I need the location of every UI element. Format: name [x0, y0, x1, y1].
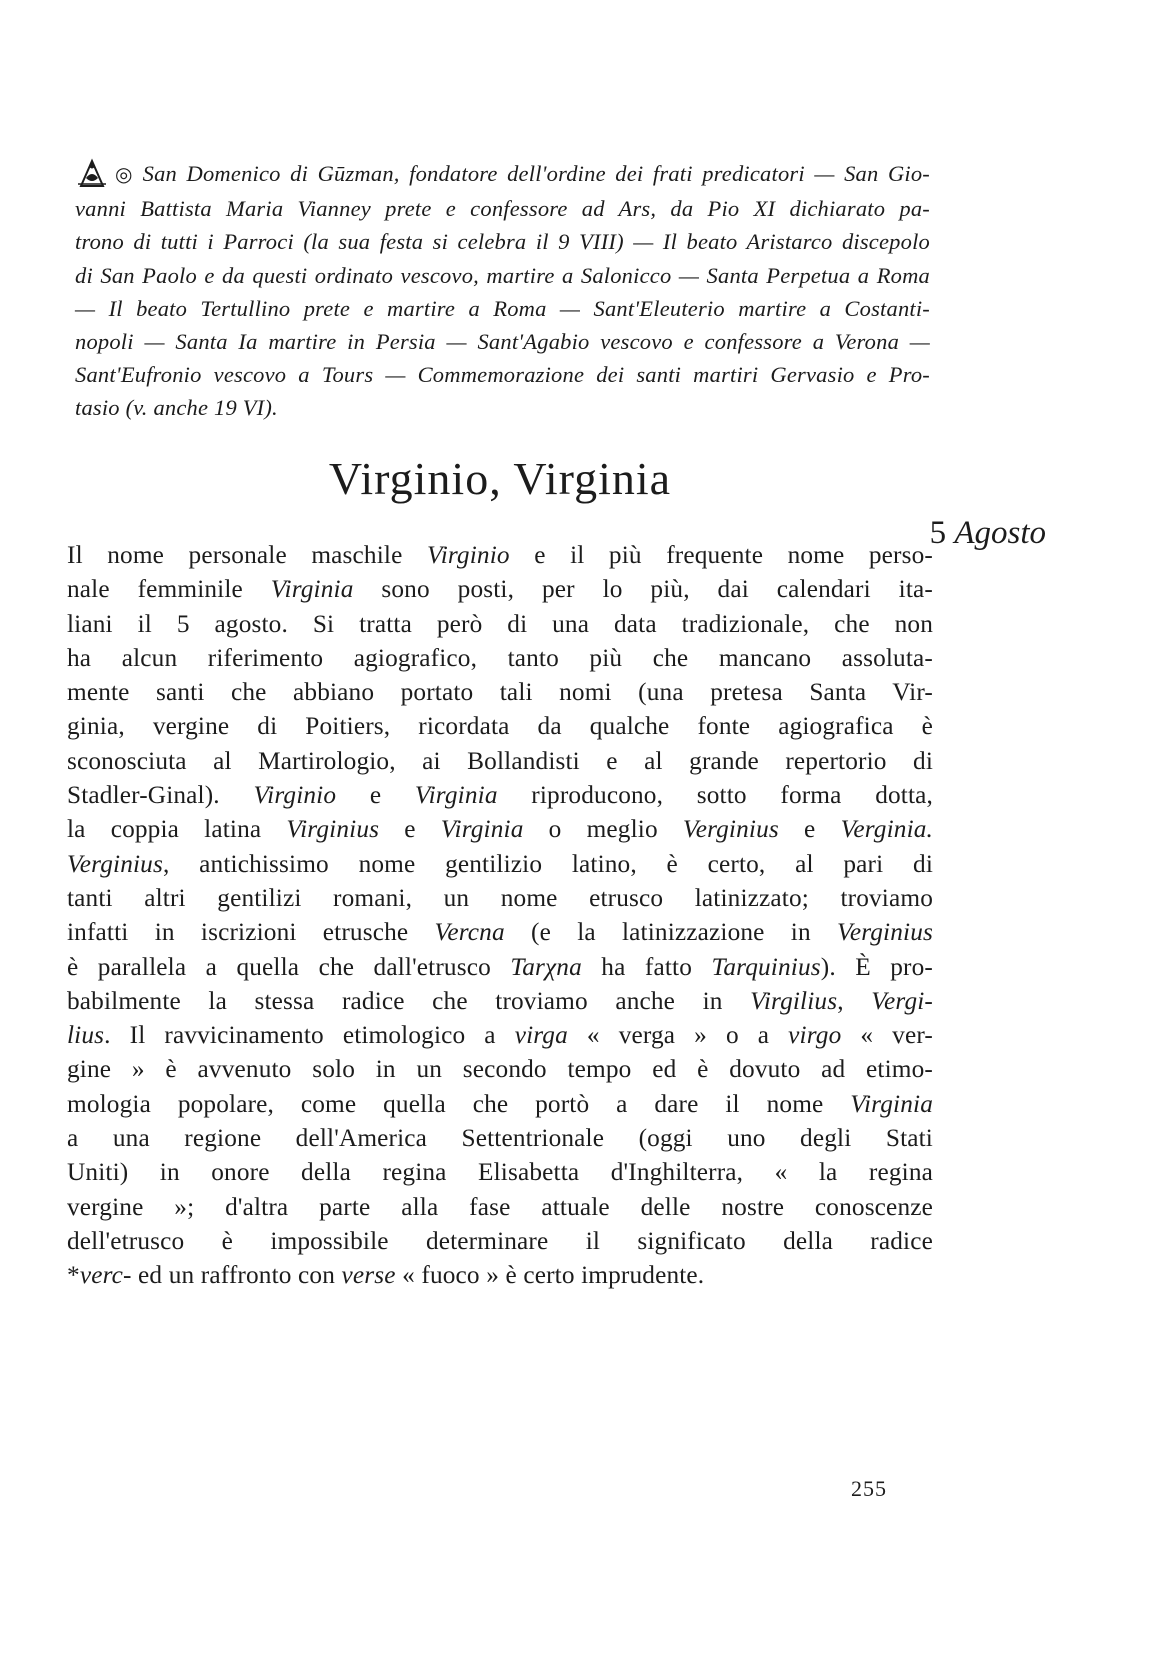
saints-line: Sant'Eufronio vescovo a Tours — Commemorazione dei santi martiri Gervasio e Pro- [75, 362, 930, 388]
saints-line: vanni Battista Maria Vianney prete e confessore ad Ars, da Pio XI dichiarato pa- [75, 196, 930, 222]
body-line: liani il 5 agosto. Si tratta però di una data tradizionale, che non [67, 609, 933, 638]
italic-term: virga [514, 1021, 568, 1050]
body-line: Verginius, antichissimo nome gentilizio latino, è certo, al pari di [67, 849, 933, 878]
italic-term: Virginia [850, 1089, 933, 1118]
italic-term: Tarquinius [711, 952, 821, 981]
body-line: Uniti) in onore della regina Elisabetta d'Inghilterra, « la regina [67, 1158, 933, 1187]
saints-line: trono di tutti i Parroci (la sua festa si celebra il 9 VIII) — Il beato Aristarco discepolo [75, 229, 930, 255]
body-line: mologia popolare, come quella che portò a dare il nome Virginia [67, 1089, 933, 1118]
body-line: vergine »; d'altra parte alla fase attuale delle nostre conoscenze [67, 1192, 933, 1221]
italic-term: Virginio [253, 781, 337, 810]
body-line: babilmente la stessa radice che troviamo anche in Virgilius, Vergi- [67, 986, 934, 1015]
italic-term: Tarχna [510, 952, 582, 981]
body-line: lius. Il ravvicinamento etimologico a virga « verga » o a virgo « ver- [67, 1021, 933, 1050]
italic-term: verc- [79, 1261, 132, 1290]
italic-term: virgo [788, 1021, 842, 1050]
italic-term: Virginia [270, 575, 354, 604]
body-line: è parallela a quella che dall'etrusco Tarχna ha fatto Tarquinius). È pro- [67, 952, 933, 981]
entry-body [67, 538, 933, 1293]
body-line: Il nome personale maschile Virginio e il più frequente nome perso- [67, 541, 933, 569]
page-number: 255 [851, 1476, 887, 1501]
saints-list [75, 157, 930, 425]
italic-term: Virginia [414, 781, 498, 810]
body-line: la coppia latina Virginius e Virginia o meglio Verginius e Verginia. [67, 815, 934, 844]
feast-bullet-icon: ◎ [115, 164, 133, 186]
italic-term: Verginius [682, 815, 779, 844]
italic-term: Verginia. [840, 815, 934, 844]
body-line: ha alcun riferimento agiografico, tanto più che mancano assoluta- [67, 643, 933, 672]
italic-term: Virginia [440, 815, 524, 844]
saints-line-first [75, 157, 930, 192]
italic-term: Vergi- [871, 986, 934, 1015]
saints-line: nopoli — Santa Ia martire in Persia — Sant'Agabio vescovo e confessore a Verona — [75, 329, 930, 355]
feast-date-day: 5 [929, 515, 947, 551]
dominican-emblem-icon [75, 158, 109, 188]
body-line: mente santi che abbiano portato tali nomi (una pretesa Santa Vir- [67, 678, 933, 707]
body-line: *verc- ed un raffronto con verse « fuoco » è certo imprudente. [67, 1261, 705, 1290]
feast-date [930, 515, 1046, 552]
entry-title: Virginio, Virginia [328, 453, 672, 504]
saints-line: — Il beato Tertullino prete e martire a Roma — Sant'Eleuterio martire a Costanti- [75, 295, 930, 321]
italic-term: verse [341, 1261, 396, 1290]
italic-term: Virginius [286, 815, 380, 844]
saints-line: tasio (v. anche 19 VI). [75, 395, 278, 421]
feast-date-month: Agosto [954, 515, 1046, 551]
saints-line: di San Paolo e da questi ordinato vescovo, martire a Salonicco — Santa Perpetua a Roma [75, 262, 930, 288]
body-line: nale femminile Virginia sono posti, per lo più, dai calendari ita- [67, 575, 933, 604]
italic-term: lius [67, 1021, 105, 1050]
body-line: a una regione dell'America Settentrionale (oggi uno degli Stati [67, 1124, 933, 1153]
italic-term: Verginius [67, 849, 163, 878]
italic-term: Virginio [426, 541, 510, 569]
body-line: gine » è avvenuto solo in un secondo tempo ed è dovuto ad etimo- [67, 1055, 933, 1084]
body-line: tanti altri gentilizi romani, un nome etrusco latinizzato; troviamo [67, 883, 933, 912]
body-line: ginia, vergine di Poitiers, ricordata da qualche fonte agiografica è [67, 712, 933, 741]
body-line: sconosciuta al Martirologio, ai Bollandisti e al grande repertorio di [67, 746, 933, 775]
body-line: Stadler-Ginal). Virginio e Virginia riproducono, sotto forma dotta, [67, 781, 933, 810]
body-line: dell'etrusco è impossibile determinare il significato della radice [67, 1226, 933, 1255]
italic-term: Verginius [837, 918, 933, 947]
italic-term: Virgilius [750, 986, 838, 1015]
saints-line-text: San Domenico di Gūzman, fondatore dell'ordine dei frati predicatori — San Gio- [142, 161, 930, 186]
body-line: infatti in iscrizioni etrusche Vercna (e la latinizzazione in Verginius [67, 918, 933, 947]
italic-term: Vercna [434, 918, 505, 947]
